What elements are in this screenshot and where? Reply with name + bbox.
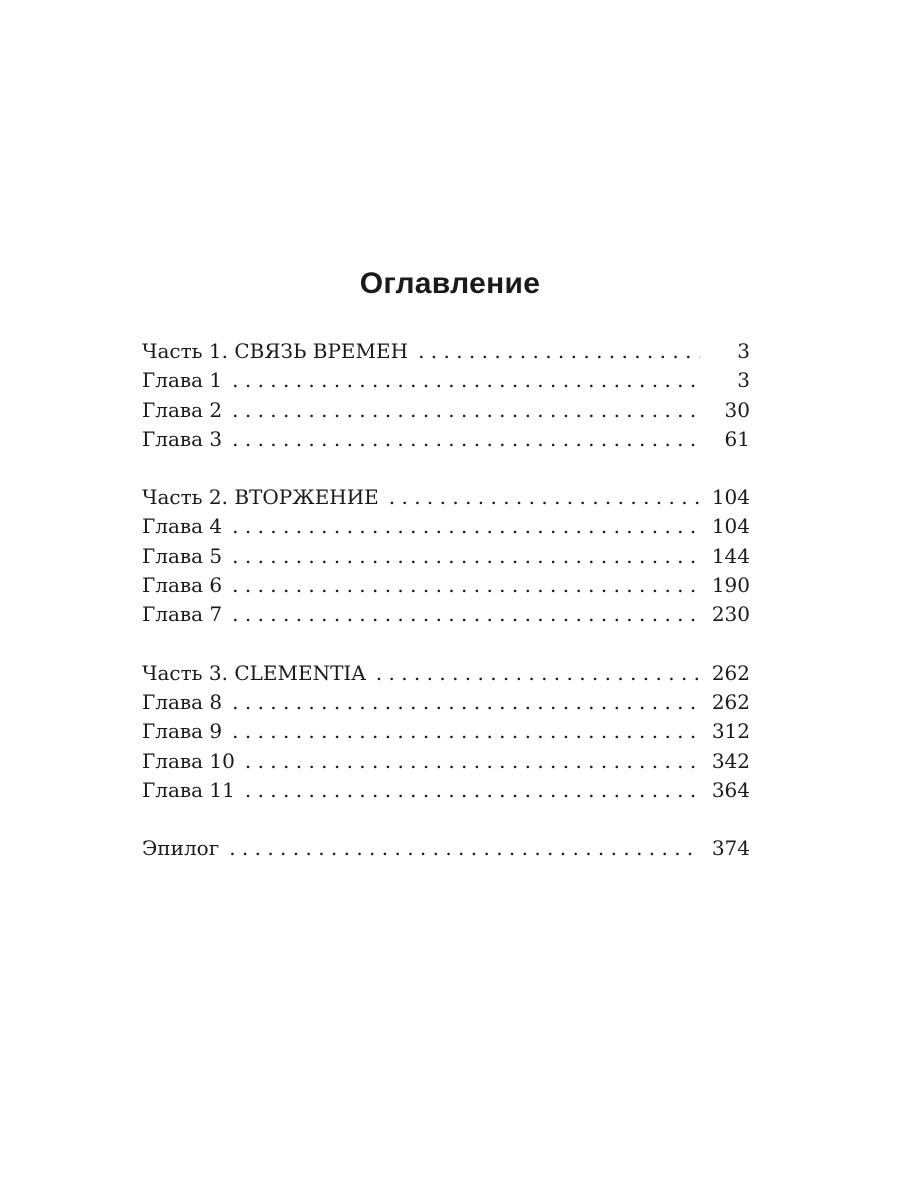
dot-leader [245, 776, 700, 805]
toc-entry-page: 3 [737, 339, 750, 363]
toc-entry-label: Эпилог [142, 834, 229, 863]
toc-entry [142, 688, 750, 717]
dot-leader [418, 337, 700, 366]
toc-entry-label: Часть 2. ВТОРЖЕНИЕ [142, 483, 389, 512]
toc-entry [142, 425, 750, 454]
dot-leader [232, 396, 700, 425]
toc-entry-label: Глава 9 [142, 717, 232, 746]
toc-group-epilogue [142, 834, 750, 863]
toc-entry [142, 776, 750, 805]
toc-group-part-2 [142, 483, 750, 629]
table-of-contents [142, 337, 750, 892]
toc-entry [142, 834, 750, 863]
toc-entry-label: Глава 5 [142, 542, 232, 571]
toc-entry-page: 374 [711, 836, 750, 861]
toc-entry-label: Глава 8 [142, 688, 232, 717]
toc-group-part-3 [142, 659, 750, 805]
dot-leader [232, 571, 700, 600]
toc-entry-label: Часть 3. CLEMENTIA [142, 659, 376, 688]
toc-entry-page: 61 [724, 426, 750, 451]
toc-entry-label: Глава 2 [142, 396, 232, 425]
dot-leader [245, 747, 700, 776]
toc-entry [142, 600, 750, 629]
toc-entry-page: 262 [711, 660, 750, 685]
toc-entry [142, 366, 750, 395]
toc-entry-page: 104 [711, 485, 750, 510]
dot-leader [232, 600, 700, 629]
toc-entry-label: Часть 1. СВЯЗЬ ВРЕМЕН [142, 337, 418, 366]
toc-entry-label: Глава 7 [142, 600, 232, 629]
toc-entry [142, 717, 750, 746]
toc-entry-page: 364 [711, 777, 750, 802]
toc-entry-page: 262 [711, 689, 750, 714]
dot-leader [232, 366, 700, 395]
toc-entry-page: 104 [711, 514, 750, 539]
toc-entry [142, 659, 750, 688]
toc-entry [142, 542, 750, 571]
toc-entry-label: Глава 11 [142, 776, 245, 805]
toc-entry-label: Глава 6 [142, 571, 232, 600]
dot-leader [389, 483, 700, 512]
toc-entry-label: Глава 4 [142, 512, 232, 541]
toc-entry-page: 190 [711, 573, 750, 598]
toc-entry [142, 747, 750, 776]
page-title: Оглавление [359, 267, 541, 300]
dot-leader [232, 717, 700, 746]
toc-group-part-1 [142, 337, 750, 454]
dot-leader [229, 834, 700, 863]
dot-leader [232, 512, 700, 541]
toc-entry-page: 230 [711, 602, 750, 627]
dot-leader [232, 425, 700, 454]
toc-entry-label: Глава 1 [142, 366, 232, 395]
toc-entry-label: Глава 3 [142, 425, 232, 454]
toc-entry [142, 512, 750, 541]
toc-entry-page: 342 [711, 748, 750, 773]
toc-entry [142, 337, 750, 366]
dot-leader [232, 688, 700, 717]
toc-entry-page: 3 [737, 368, 750, 393]
toc-entry-page: 30 [724, 397, 750, 422]
toc-entry [142, 571, 750, 600]
toc-entry-label: Глава 10 [142, 747, 245, 776]
dot-leader [232, 542, 700, 571]
toc-entry-page: 312 [711, 719, 750, 744]
toc-entry [142, 483, 750, 512]
dot-leader [376, 659, 700, 688]
toc-entry-page: 144 [711, 543, 750, 568]
toc-entry [142, 396, 750, 425]
